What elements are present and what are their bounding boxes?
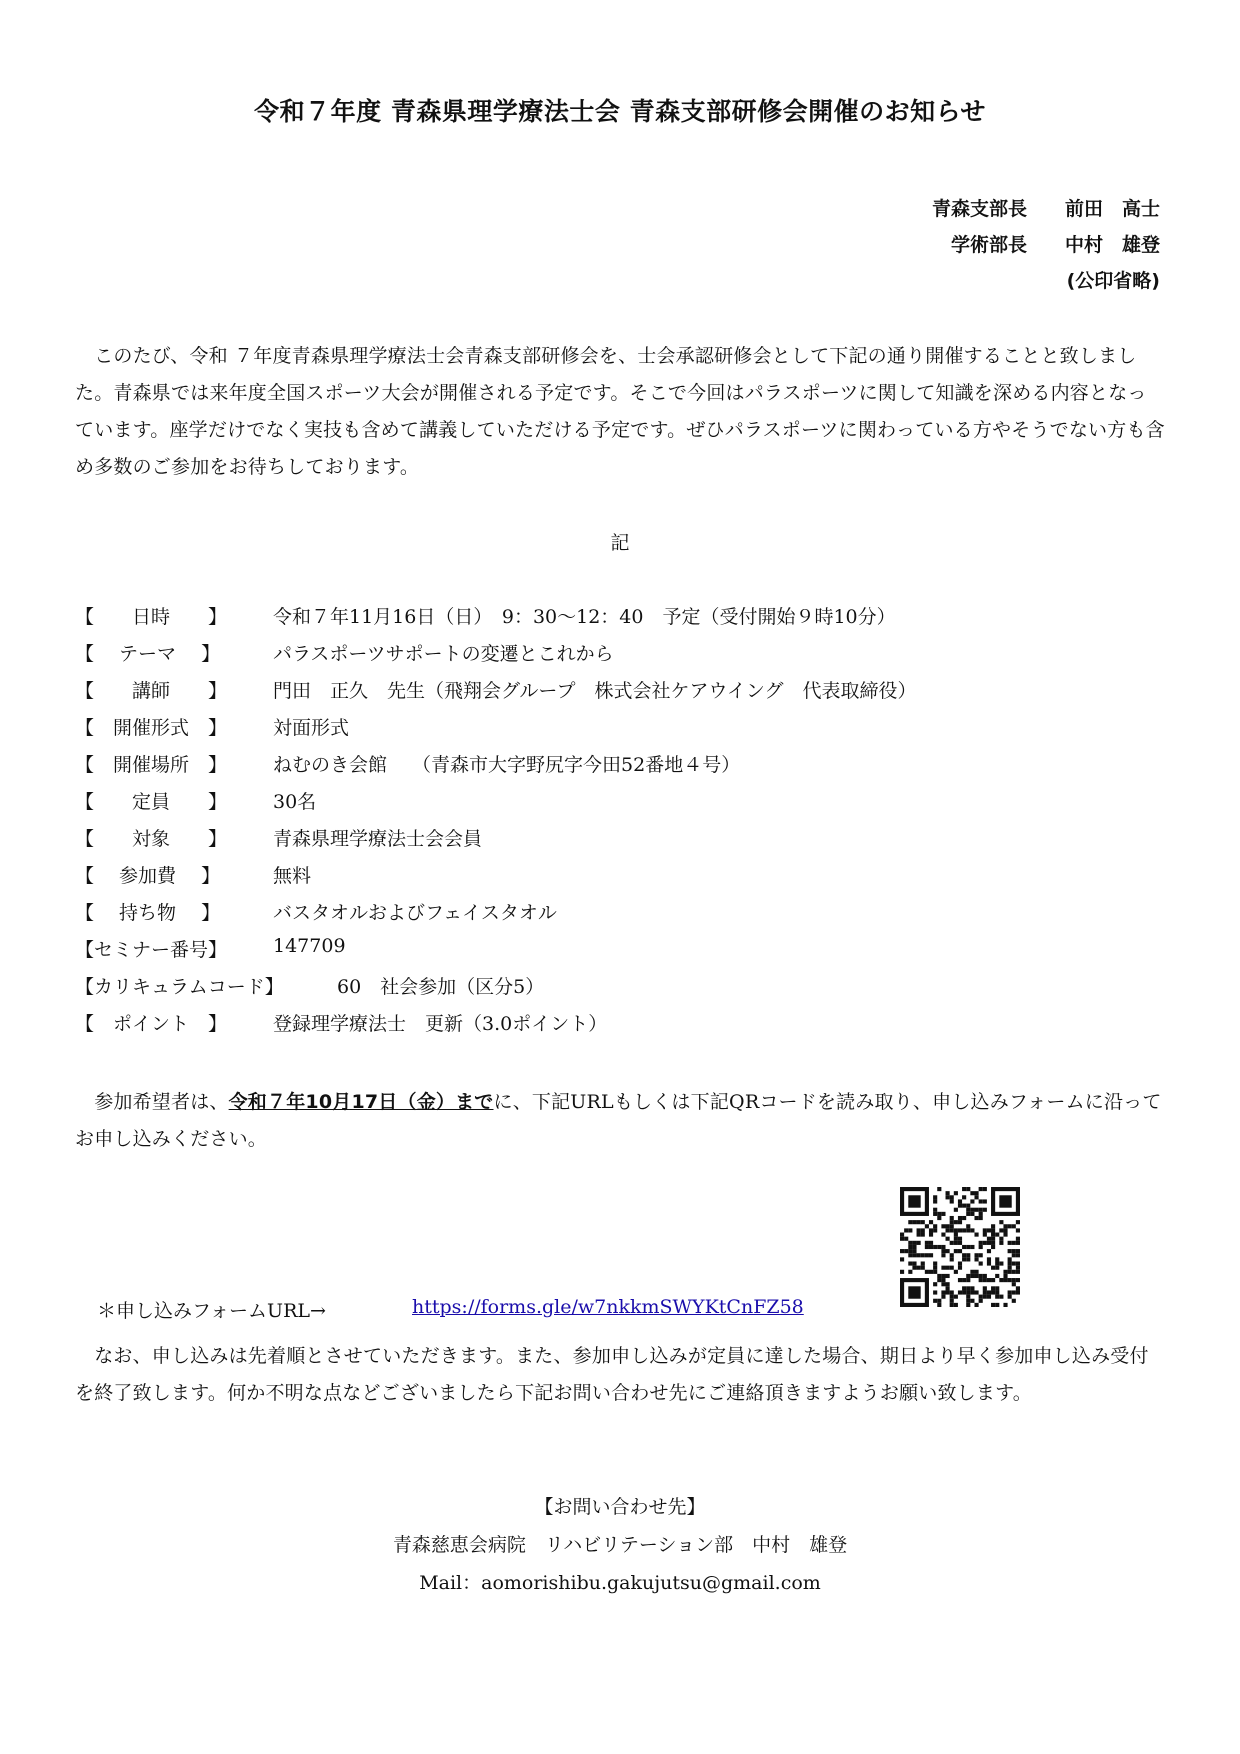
apply-suffix: に、下記URLもしくは下記QRコードを読み取り、申し込みフォームに沿ってお申し込みください。 (75, 1091, 1162, 1150)
contact-heading: 【お問い合わせ先】 (534, 1496, 706, 1518)
contact-organization: 青森慈恵会病院 リハビリテーション部 中村 雄登 (392, 1534, 848, 1556)
apply-paragraph (75, 1084, 1165, 1158)
form-url-row (97, 1296, 804, 1323)
form-url-link[interactable]: https://forms.gle/w7nkkmSWYKtCnFZ58 (412, 1296, 804, 1318)
note-paragraph: なお、申し込みは先着順とさせていただきます。また、参加申し込みが定員に達した場合、期日より早く参加申し込み受付を終了致します。何か不明な点などございましたら下記お問い合わせ先にご連絡頂きますようお願い致します。 (75, 1345, 1149, 1404)
signatory-academic-head: 学術部長 中村 雄登 (950, 234, 1160, 256)
detail-label: 【 テーマ 】 (75, 643, 221, 665)
signatory-branch-head: 青森支部長 前田 高士 (931, 198, 1160, 220)
detail-label: 【 定員 】 (75, 791, 228, 813)
detail-label: 【 参加費 】 (75, 865, 221, 887)
detail-value: 対面形式 (273, 717, 350, 739)
detail-value: 青森県理学療法士会会員 (273, 828, 483, 850)
detail-label: 【カリキュラムコード】 (75, 976, 284, 998)
detail-label: 【 対象 】 (75, 828, 228, 850)
detail-value: 登録理学療法士 更新（3.0ポイント） (273, 1013, 608, 1035)
detail-value: 令和７年11月16日（日） 9：30〜12：40 予定（受付開始９時10分） (273, 606, 896, 628)
detail-value: バスタオルおよびフェイスタオル (273, 902, 557, 924)
detail-value: 門田 正久 先生（飛翔会グループ 株式会社ケアウイング 代表取締役） (273, 680, 917, 702)
intro-paragraph: このたび、令和 ７年度青森県理学療法士会青森支部研修会を、士会承認研修会として下記の通り開催することと致しました。青森県では来年度全国スポーツ大会が開催される予定です。そこで今回はパラスポーツに関して知識を深める内容となっています。座学だけでなく実技も含めて講義していただける予定です。ぜひパラスポーツに関わっている方やそうでない方も含め多数のご参加をお待ちしております。 (75, 345, 1165, 478)
seal-omitted-note: (公印省略) (1066, 270, 1160, 292)
apply-deadline: 令和７年10月17日（金）まで (228, 1091, 494, 1113)
apply-prefix: 参加希望者は、 (75, 1091, 229, 1113)
detail-label: 【 講師 】 (75, 680, 228, 702)
detail-value: パラスポーツサポートの変遷とこれから (273, 643, 614, 665)
detail-label: 【 持ち物 】 (75, 902, 221, 924)
detail-label: 【 開催形式 】 (75, 717, 228, 739)
contact-email: Mail：aomorishibu.gakujutsu@gmail.com (419, 1572, 821, 1594)
detail-value: ねむのき会館 （青森市大字野尻字今田52番地４号） (273, 754, 741, 776)
ki-heading: 記 (610, 532, 630, 554)
form-url-label: ＊申し込みフォームURL→ (97, 1300, 326, 1322)
detail-label: 【 日時 】 (75, 606, 228, 628)
detail-value: 無料 (273, 865, 312, 887)
detail-value: 147709 (273, 935, 346, 957)
detail-label: 【 開催場所 】 (75, 754, 228, 776)
detail-value: 30名 (273, 791, 317, 813)
detail-label: 【 ポイント 】 (75, 1013, 228, 1035)
page-title: 令和７年度 青森県理学療法士会 青森支部研修会開催のお知らせ (254, 97, 986, 126)
qr-code-icon[interactable] (900, 1187, 1020, 1307)
detail-label: 【セミナー番号】 (75, 939, 228, 961)
detail-value: 60 社会参加（区分5） (337, 976, 545, 998)
